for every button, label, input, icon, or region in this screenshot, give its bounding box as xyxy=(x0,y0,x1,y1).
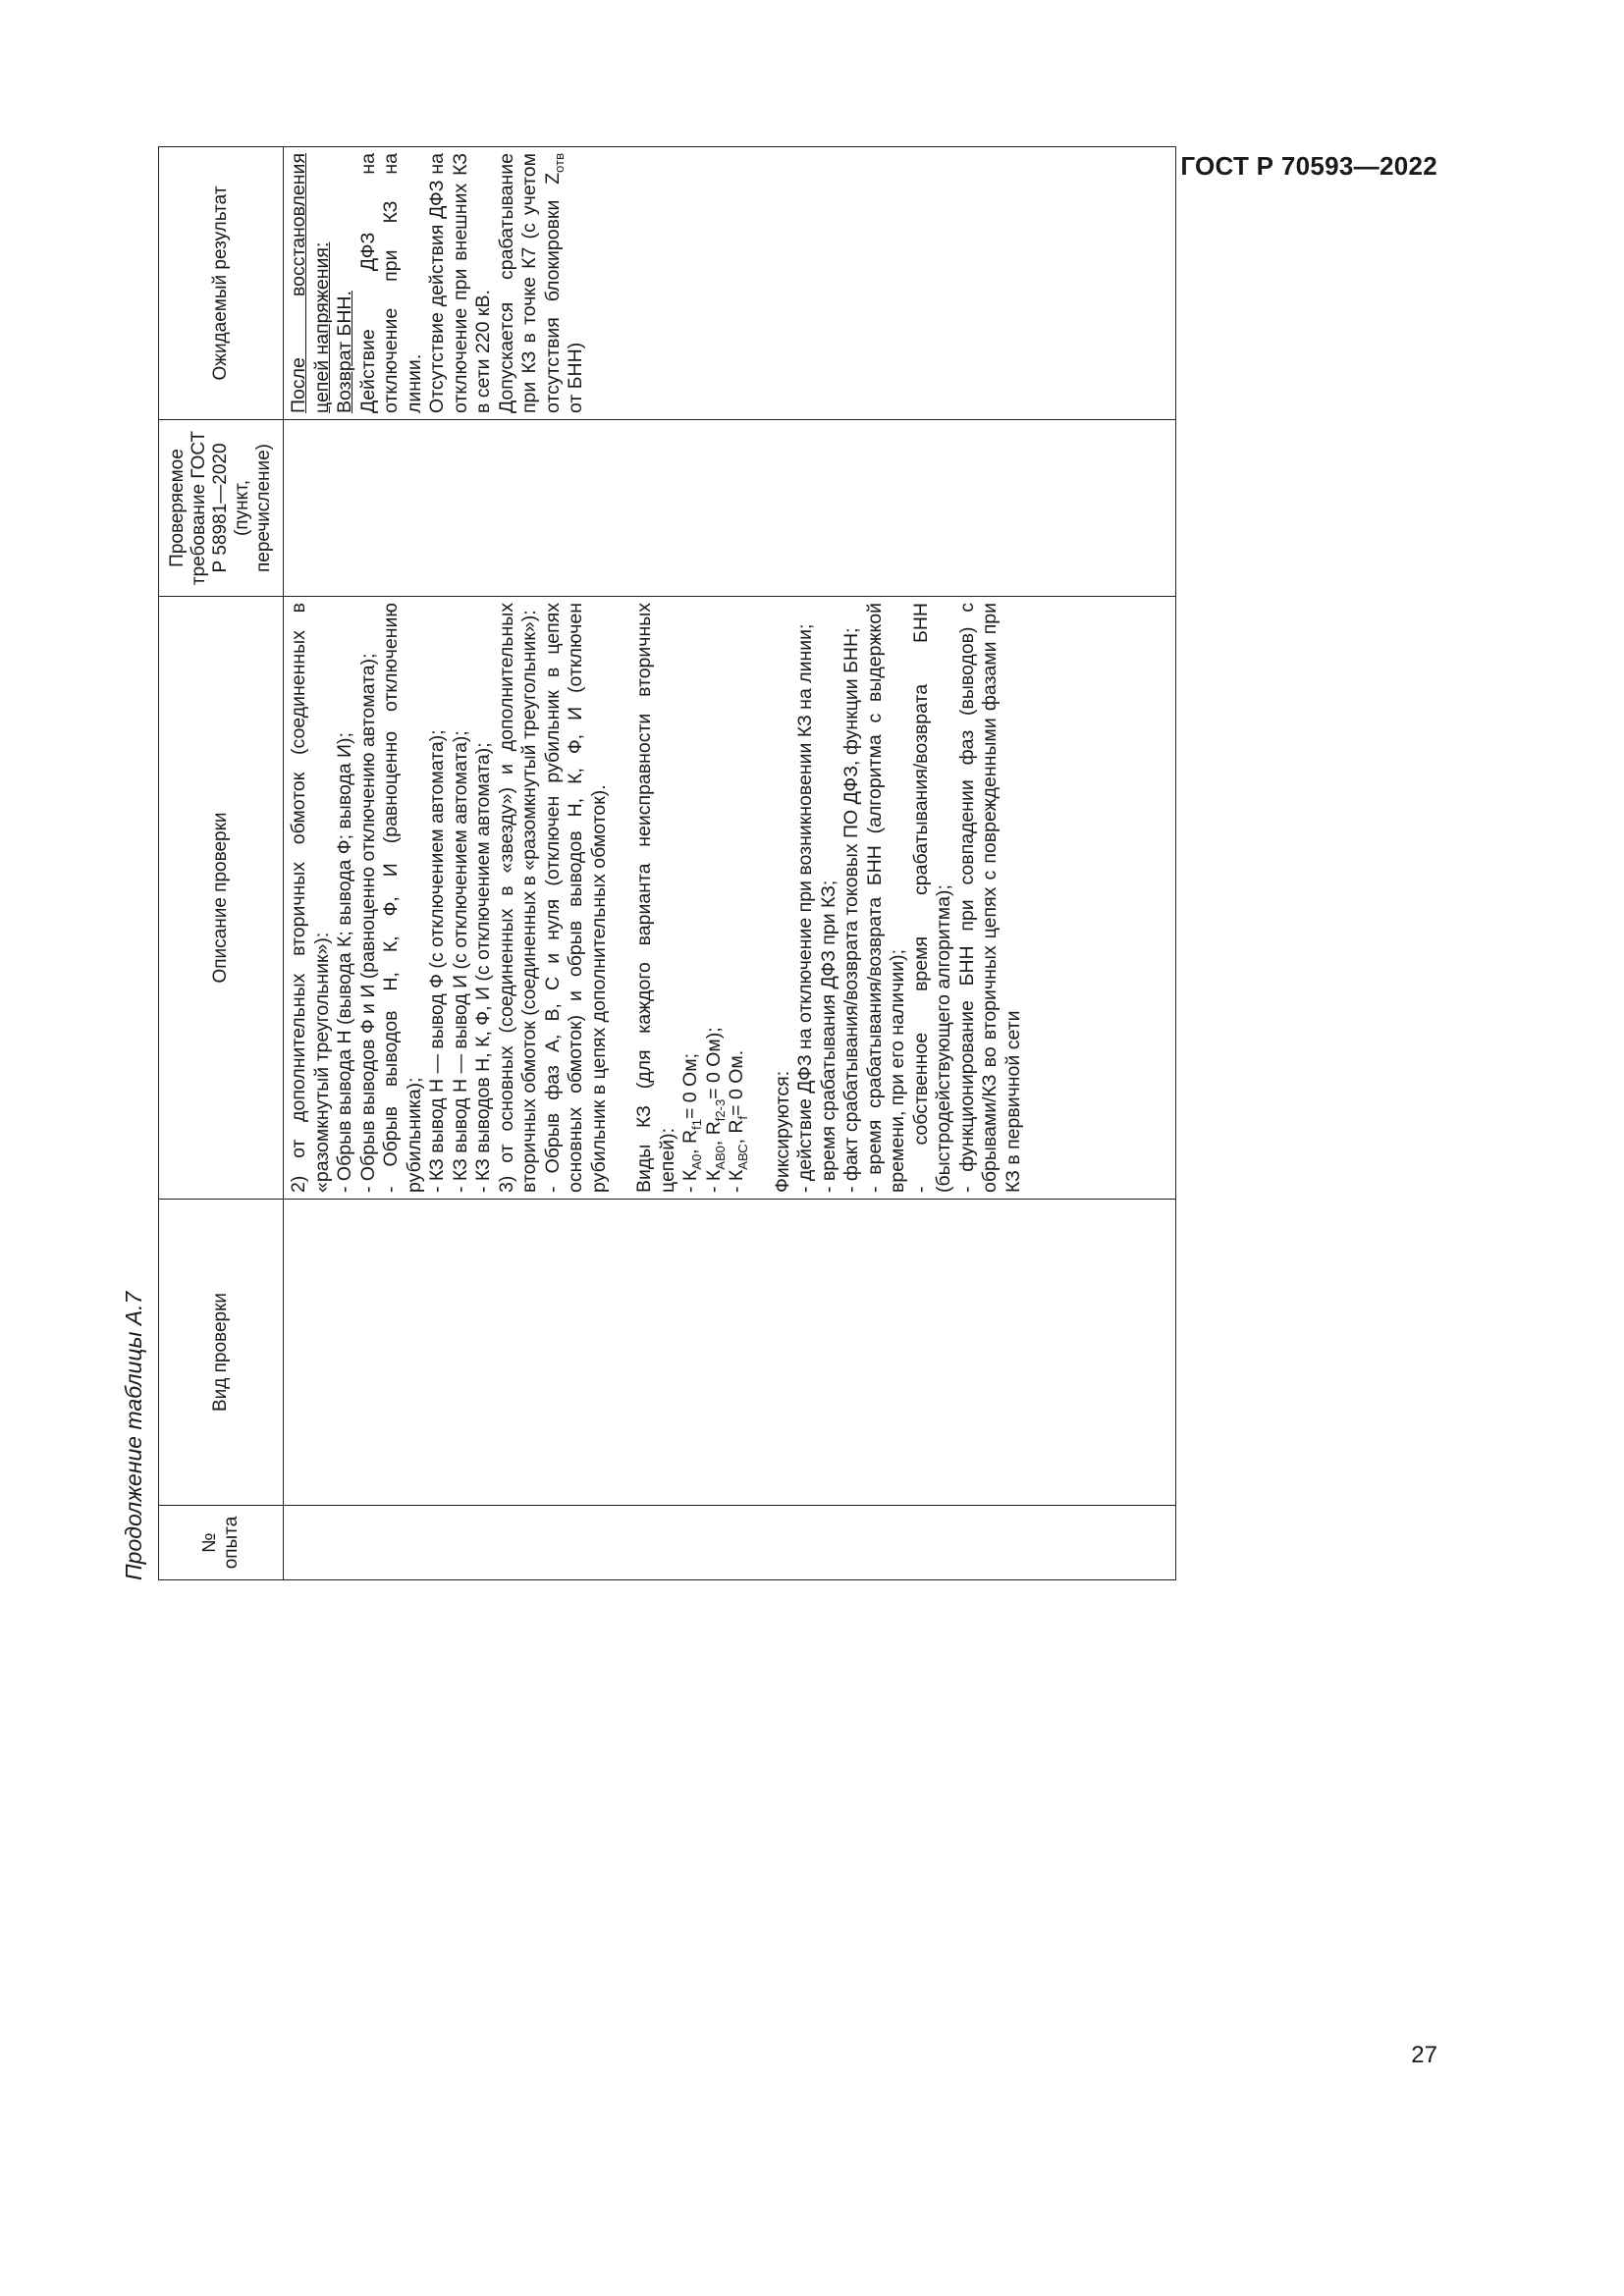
desc-line: - КЗ вывод Н — вывод И (с отключением автомата); xyxy=(449,730,471,1193)
desc-line: - Обрыв выводов Ф и И (равноценно отключению автомата); xyxy=(356,653,379,1193)
col-header-requirement: Проверяемое требование ГОСТ Р 58981—2020 (пункт, перечисление) xyxy=(159,420,284,597)
result-line: Допускается срабатывание при КЗ в точке К7 (с учетом отсутствия блокировки $Z_{отв}$ от БНН) xyxy=(495,153,586,413)
desc-line: - КЗ вывод Н — вывод Ф (с отключением автомата); xyxy=(426,729,448,1193)
fix-item: - время срабатывания/возврата БНН (алгоритма с выдержкой времени, при его наличии); xyxy=(863,603,908,1193)
cell-result xyxy=(284,147,1176,420)
desc-line: - КЗ выводов Н, К, Ф, И (с отключением автомата); xyxy=(472,742,494,1193)
rotated-table-block xyxy=(113,147,1188,1580)
kz-item: - $К_{А0}$, $R_{f1}= 0$ Ом; xyxy=(679,1052,704,1193)
desc-line: 3) от основных (соединенных в «звезду») и дополнительных вторичных обмоток (соединенных в «разомкнутый треугольник»): xyxy=(495,603,540,1193)
fix-item: - функционирование БНН при совпадении фаз (выводов) с обрывами/КЗ во вторичных цепях с поврежденными фазами при КЗ в первичной сети xyxy=(955,603,1024,1193)
fix-item: - собственное время срабатывания/возврата БНН (быстродействующего алгоритма); xyxy=(909,603,954,1193)
cell-type xyxy=(284,1200,1176,1506)
page-number: 27 xyxy=(1411,2042,1437,2068)
fix-item: - время срабатывания ДФЗ при КЗ; xyxy=(817,880,839,1193)
table-header-row xyxy=(159,147,284,1580)
result-line: Отсутствие действия ДФЗ на отключение при внешних КЗ в сети 220 кВ. xyxy=(426,153,494,413)
col-header-type: Вид проверки xyxy=(159,1200,284,1506)
result-line: Возврат БНН. xyxy=(334,291,355,413)
cell-number xyxy=(284,1506,1176,1580)
fix-item: - факт срабатывания/возврата токовых ПО ДФЗ, функции БНН; xyxy=(840,627,862,1193)
standard-number: ГОСТ Р 70593—2022 xyxy=(1180,151,1437,181)
cell-requirement xyxy=(284,420,1176,597)
cell-description xyxy=(284,597,1176,1200)
desc-line: - Обрыв вывода Н (вывода К; вывода Ф; вывода И); xyxy=(334,732,355,1193)
table-row xyxy=(284,147,1176,1580)
desc-line: 2) от дополнительных вторичных обмоток (соединенных в «разомкнутый треугольник»): xyxy=(288,603,333,1193)
fix-intro: Фиксируются: xyxy=(771,1070,793,1193)
test-table xyxy=(158,146,1176,1580)
col-header-number: № опыта xyxy=(159,1506,284,1580)
result-heading: После восстановления цепей напряжения: xyxy=(288,153,333,413)
desc-line: - Обрыв фаз А, В, С и нуля (отключен рубильник в цепях основных обмоток) и обрыв выводов Н, К, Ф, И (отключен рубильник в цепях дополнительных обмоток). xyxy=(541,603,610,1193)
col-header-description: Описание проверки xyxy=(159,597,284,1200)
col-header-result: Ожидаемый результат xyxy=(159,147,284,420)
kz-item: - $К_{АВС}$, $R_f= 0$ Ом. xyxy=(726,1049,750,1193)
table-caption: Продолжение таблицы А.7 xyxy=(121,1291,146,1580)
kz-intro: Виды КЗ (для каждого варианта неисправности вторичных цепей): xyxy=(633,603,678,1193)
kz-item: - $К_{АВ0}$, $R_{f2-3}= 0$ Ом); xyxy=(702,1027,728,1193)
desc-line: - Обрыв выводов Н, К, Ф, И (равноценно отключению рубильника); xyxy=(380,603,425,1193)
fix-item: - действие ДФЗ на отключение при возникновении КЗ на линии; xyxy=(794,623,816,1193)
result-line: Действие ДФЗ на отключение при КЗ на линии. xyxy=(356,153,425,413)
